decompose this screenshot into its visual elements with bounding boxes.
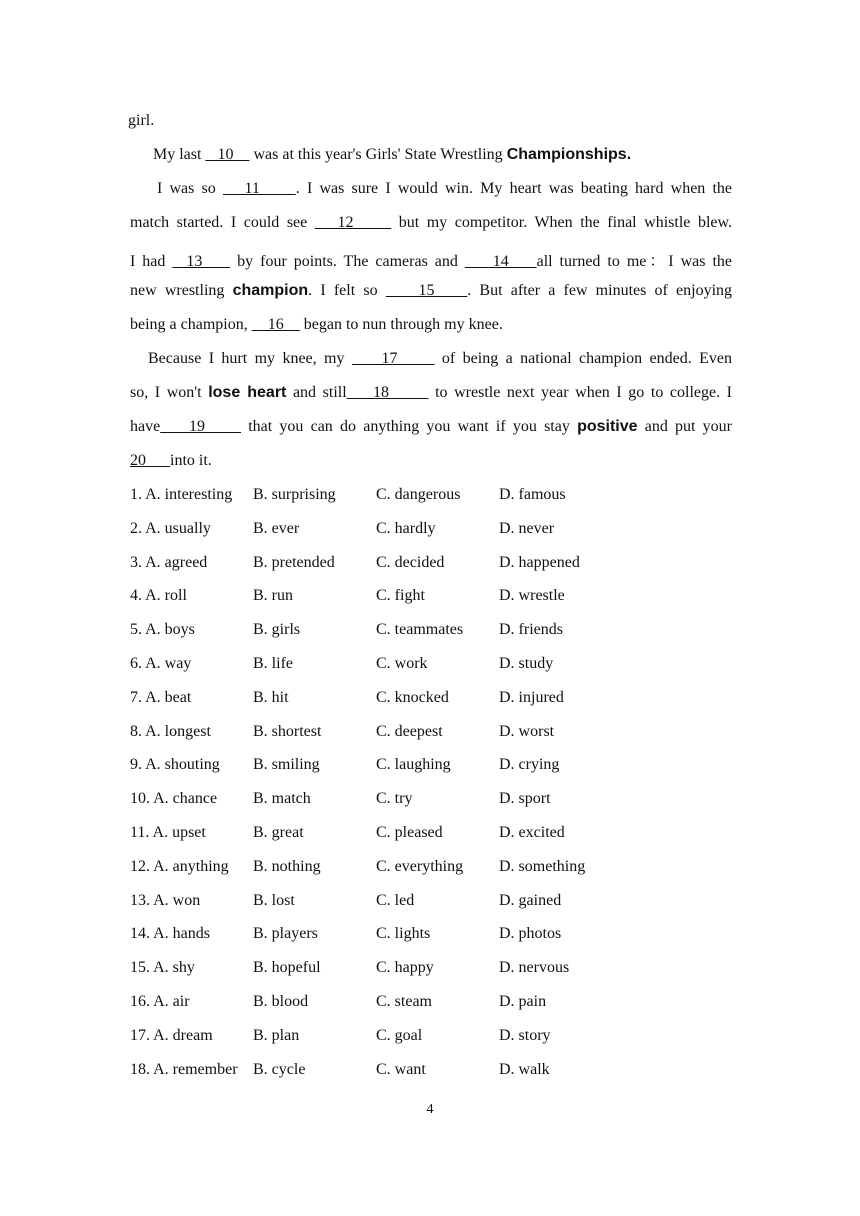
passage-text: Because I hurt my knee, my	[148, 350, 352, 367]
blank-14: 14	[464, 253, 537, 270]
passage-text: have	[130, 418, 161, 435]
option-d: D. wrestle	[499, 587, 565, 605]
passage-line-5	[130, 248, 732, 271]
option-c: C. lights	[376, 925, 431, 943]
option-d: D. worst	[499, 722, 555, 740]
passage-line-2	[153, 146, 732, 164]
passage-text: . I was sure I would win. My heart was beating hard when the	[295, 180, 733, 197]
option-b: B. ever	[253, 519, 300, 537]
option-c: C. decided	[376, 553, 445, 571]
option-c: C. teammates	[376, 621, 464, 639]
option-b: B. hopeful	[253, 959, 321, 977]
option-d: D. famous	[499, 486, 566, 503]
passage-text: to wrestle next year when I go to college. I	[428, 384, 733, 401]
option-c: C. hardly	[376, 519, 436, 537]
passage-text: and put your	[637, 418, 733, 435]
passage-line-9	[130, 384, 732, 402]
option-d: D. happened	[499, 553, 580, 571]
option-a: 10. A. chance	[130, 790, 218, 808]
blank-16: 16	[251, 316, 300, 333]
passage-line-8	[148, 350, 732, 368]
option-d: D. story	[499, 1026, 551, 1044]
passage-text: My last	[153, 146, 206, 163]
option-a: 3. A. agreed	[130, 553, 208, 571]
option-a: 16. A. air	[130, 993, 190, 1010]
blank-19: 19	[160, 418, 242, 435]
blank-10: 10	[205, 146, 250, 163]
passage-line-1	[128, 112, 730, 130]
option-b: B. lost	[253, 891, 295, 909]
option-a: 11. A. upset	[130, 824, 206, 841]
option-a: 15. A. shy	[130, 959, 195, 977]
option-d: D. crying	[499, 756, 560, 774]
option-a: 9. A. shouting	[130, 756, 220, 774]
passage-text: and still	[286, 384, 347, 401]
option-c: C. happy	[376, 959, 434, 977]
passage-text: I was so	[157, 180, 223, 197]
option-b: B. shortest	[253, 722, 322, 740]
option-a: 1. A. interesting	[130, 486, 233, 503]
passage-line-3	[157, 180, 732, 198]
option-c: C. work	[376, 655, 428, 672]
passage-line-6	[130, 282, 732, 300]
option-b: B. pretended	[253, 553, 335, 571]
option-a: 18. A. remember	[130, 1060, 238, 1078]
passage-text: new wrestling	[130, 282, 233, 299]
option-a: 4. A. roll	[130, 587, 187, 605]
option-c: C. deepest	[376, 722, 443, 740]
option-d: D. never	[499, 519, 555, 537]
option-d: D. something	[499, 857, 586, 875]
option-a: 2. A. usually	[130, 519, 211, 537]
blank-11: 11	[222, 180, 296, 197]
option-b: B. nothing	[253, 857, 321, 875]
passage-text: but my competitor. When the final whistle blew.	[391, 214, 733, 231]
option-b: B. great	[253, 824, 304, 841]
option-c: C. everything	[376, 857, 464, 875]
blank-12: 12	[314, 214, 392, 231]
passage-text: match started. I could see	[130, 214, 315, 231]
option-b: B. girls	[253, 621, 301, 639]
passage-text: began to nun through my knee.	[299, 316, 503, 333]
bold-word: champion	[232, 282, 309, 299]
option-d: D. gained	[499, 891, 562, 909]
option-d: D. injured	[499, 688, 564, 706]
option-b: B. players	[253, 925, 318, 943]
passage-text: that you can do anything you want if you stay	[241, 418, 578, 435]
option-c: C. fight	[376, 587, 425, 605]
option-b: B. cycle	[253, 1060, 306, 1078]
option-c: C. pleased	[376, 824, 443, 841]
option-c: C. goal	[376, 1026, 423, 1044]
passage-line-11	[130, 452, 732, 470]
passage-text: being a champion,	[130, 316, 252, 333]
bold-word: lose heart	[208, 384, 287, 401]
passage-line-10	[130, 418, 732, 436]
passage-text: I had	[130, 253, 173, 270]
option-c: C. laughing	[376, 756, 451, 774]
option-a: 5. A. boys	[130, 621, 195, 639]
option-d: D. nervous	[499, 959, 570, 977]
option-c: C. dangerous	[376, 486, 461, 503]
bold-word: Championships.	[506, 146, 632, 163]
option-b: B. match	[253, 790, 311, 808]
option-c: C. try	[376, 790, 413, 808]
option-a: 8. A. longest	[130, 722, 211, 740]
blank-13: 13	[172, 253, 231, 270]
option-d: D. study	[499, 655, 554, 672]
option-a: 12. A. anything	[130, 857, 229, 875]
option-d: D. friends	[499, 621, 563, 639]
passage-line-7	[130, 316, 732, 334]
passage-text: all turned to me：I was the	[536, 253, 732, 270]
page-number: 4	[426, 1102, 434, 1117]
option-c: C. knocked	[376, 688, 449, 706]
bold-word: positive	[577, 418, 638, 435]
option-d: D. sport	[499, 790, 551, 808]
option-b: B. plan	[253, 1026, 300, 1044]
passage-text: into it.	[170, 452, 212, 469]
passage-text: by four points. The cameras and	[230, 253, 465, 270]
option-b: B. run	[253, 587, 293, 605]
option-b: B. surprising	[253, 486, 336, 503]
passage-text: . But after a few minutes of enjoying	[467, 282, 733, 299]
blank-20: 20	[130, 452, 170, 469]
option-b: B. life	[253, 655, 293, 672]
option-c: C. steam	[376, 993, 432, 1010]
blank-18: 18	[346, 384, 429, 401]
option-a: 13. A. won	[130, 891, 201, 909]
option-a: 14. A. hands	[130, 925, 210, 943]
passage-text: so, I won't	[130, 384, 209, 401]
option-b: B. blood	[253, 993, 309, 1010]
passage-line-4	[130, 214, 732, 232]
option-d: D. photos	[499, 925, 562, 943]
option-b: B. smiling	[253, 756, 320, 774]
option-d: D. pain	[499, 993, 547, 1010]
option-d: D. excited	[499, 824, 565, 841]
passage-text: of being a national champion ended. Even	[434, 350, 733, 367]
passage-text: . I felt so	[308, 282, 386, 299]
passage-text: was at this year's Girls' State Wrestling	[249, 146, 507, 163]
option-c: C. want	[376, 1060, 426, 1078]
option-a: 17. A. dream	[130, 1026, 213, 1044]
blank-15: 15	[385, 282, 468, 299]
option-c: C. led	[376, 891, 415, 909]
passage-text: girl.	[128, 112, 155, 129]
option-b: B. hit	[253, 688, 289, 706]
blank-17: 17	[351, 350, 435, 367]
option-a: 7. A. beat	[130, 688, 192, 706]
option-a: 6. A. way	[130, 655, 192, 672]
option-d: D. walk	[499, 1060, 550, 1078]
